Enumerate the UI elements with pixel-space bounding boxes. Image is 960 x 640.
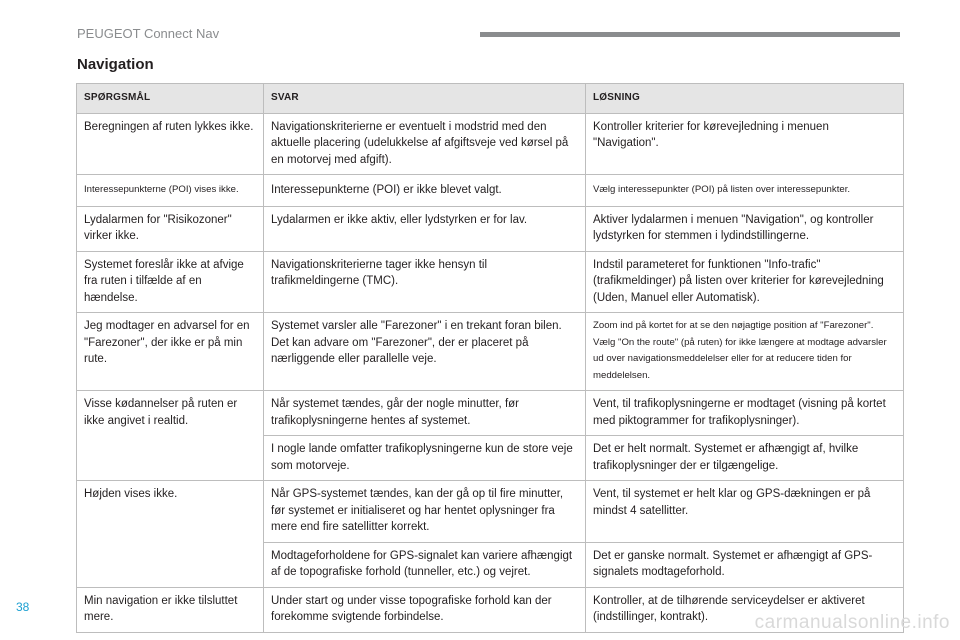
answer-cell: Systemet varsler alle "Farezoner" i en trekant foran bilen. Det kan advare om "Farezoner", der er placeret på nærliggende eller parallelle veje.	[264, 313, 586, 391]
table-row	[77, 391, 904, 436]
solution-cell: Vent, til systemet er helt klar og GPS-dækningen er på mindst 4 satellitter.	[586, 481, 904, 543]
solution-cell: Indstil parameteret for funktionen "Info-trafic" (trafikmeldinger) på listen over kriterier for kørevejledning (Uden, Manuel eller Automatisk).	[586, 251, 904, 313]
answer-cell: Modtageforholdene for GPS-signalet kan variere afhængigt af de topografiske forhold (tunneller, etc.) og vejret.	[264, 542, 586, 587]
watermark: carmanualsonline.info	[754, 612, 950, 633]
solution-cell: Kontroller kriterier for kørevejledning i menuen "Navigation".	[586, 113, 904, 175]
solution-cell: Kontroller, at de tilhørende serviceydelser er aktiveret (indstillinger, kontrakt).	[586, 587, 904, 632]
answer-cell: Lydalarmen er ikke aktiv, eller lydstyrken er for lav.	[264, 206, 586, 251]
column-header-solution: LØSNING	[586, 84, 904, 114]
question-cell: Visse kødannelser på ruten er ikke angivet i realtid.	[77, 391, 264, 481]
question-cell: Beregningen af ruten lykkes ikke.	[77, 113, 264, 175]
solution-cell: Vælg interessepunkter (POI) på listen over interessepunkter.	[586, 175, 904, 207]
table-row	[77, 313, 904, 391]
troubleshooting-table	[76, 83, 904, 633]
question-cell: Interessepunkterne (POI) vises ikke.	[77, 175, 264, 207]
column-header-answer: SVAR	[264, 84, 586, 114]
solution-cell: Det er ganske normalt. Systemet er afhængigt af GPS-signalets modtageforhold.	[586, 542, 904, 587]
answer-cell: Når GPS-systemet tændes, kan der gå op til fire minutter, før systemet er initialiseret og har hentet oplysninger fra mere end fire satellitter korrekt.	[264, 481, 586, 543]
answer-cell: I nogle lande omfatter trafikoplysningerne kun de store veje som motorveje.	[264, 436, 586, 481]
page-number: 38	[16, 600, 30, 614]
answer-cell: Når systemet tændes, går der nogle minutter, før trafikoplysningerne hentes af systemet.	[264, 391, 586, 436]
question-cell: Lydalarmen for "Risikozoner" virker ikke.	[77, 206, 264, 251]
answer-cell: Navigationskriterierne tager ikke hensyn til trafikmeldingerne (TMC).	[264, 251, 586, 313]
question-cell: Systemet foreslår ikke at afvige fra ruten i tilfælde af en hændelse.	[77, 251, 264, 313]
question-cell: Højden vises ikke.	[77, 481, 264, 588]
table-row	[77, 481, 904, 543]
solution-cell: Det er helt normalt. Systemet er afhængigt af, hvilke trafikoplysninger der er tilgængelige.	[586, 436, 904, 481]
header-label: PEUGEOT Connect Nav	[77, 26, 220, 41]
question-cell: Min navigation er ikke tilsluttet mere.	[77, 587, 264, 632]
answer-cell: Navigationskriterierne er eventuelt i modstrid med den aktuelle placering (udelukkelse af afgiftsveje ved kørsel på en motorvej med afgift).	[264, 113, 586, 175]
table-row	[77, 113, 904, 175]
header-rule	[480, 32, 900, 37]
table-row	[77, 206, 904, 251]
table-header-row	[77, 84, 904, 114]
solution-cell: Vent, til trafikoplysningerne er modtaget (visning på kortet med piktogrammer for trafikoplysninger).	[586, 391, 904, 436]
table-row	[77, 251, 904, 313]
question-cell: Jeg modtager en advarsel for en "Farezoner", der ikke er på min rute.	[77, 313, 264, 391]
solution-cell: Zoom ind på kortet for at se den nøjagtige position af "Farezoner". Vælg "On the route" (på ruten) for ikke længere at modtage advarsler ud over navigationsmeddelelser eller for at reducere tiden for meddelelsen.	[586, 313, 904, 391]
solution-cell: Aktiver lydalarmen i menuen "Navigation", og kontroller lydstyrken for stemmen i lydindstillingerne.	[586, 206, 904, 251]
section-title: Navigation	[77, 56, 154, 73]
column-header-question: SPØRGSMÅL	[77, 84, 264, 114]
answer-cell: Under start og under visse topografiske forhold kan der forekomme svigtende forbindelse.	[264, 587, 586, 632]
table-row	[77, 175, 904, 207]
answer-cell: Interessepunkterne (POI) er ikke blevet valgt.	[264, 175, 586, 207]
